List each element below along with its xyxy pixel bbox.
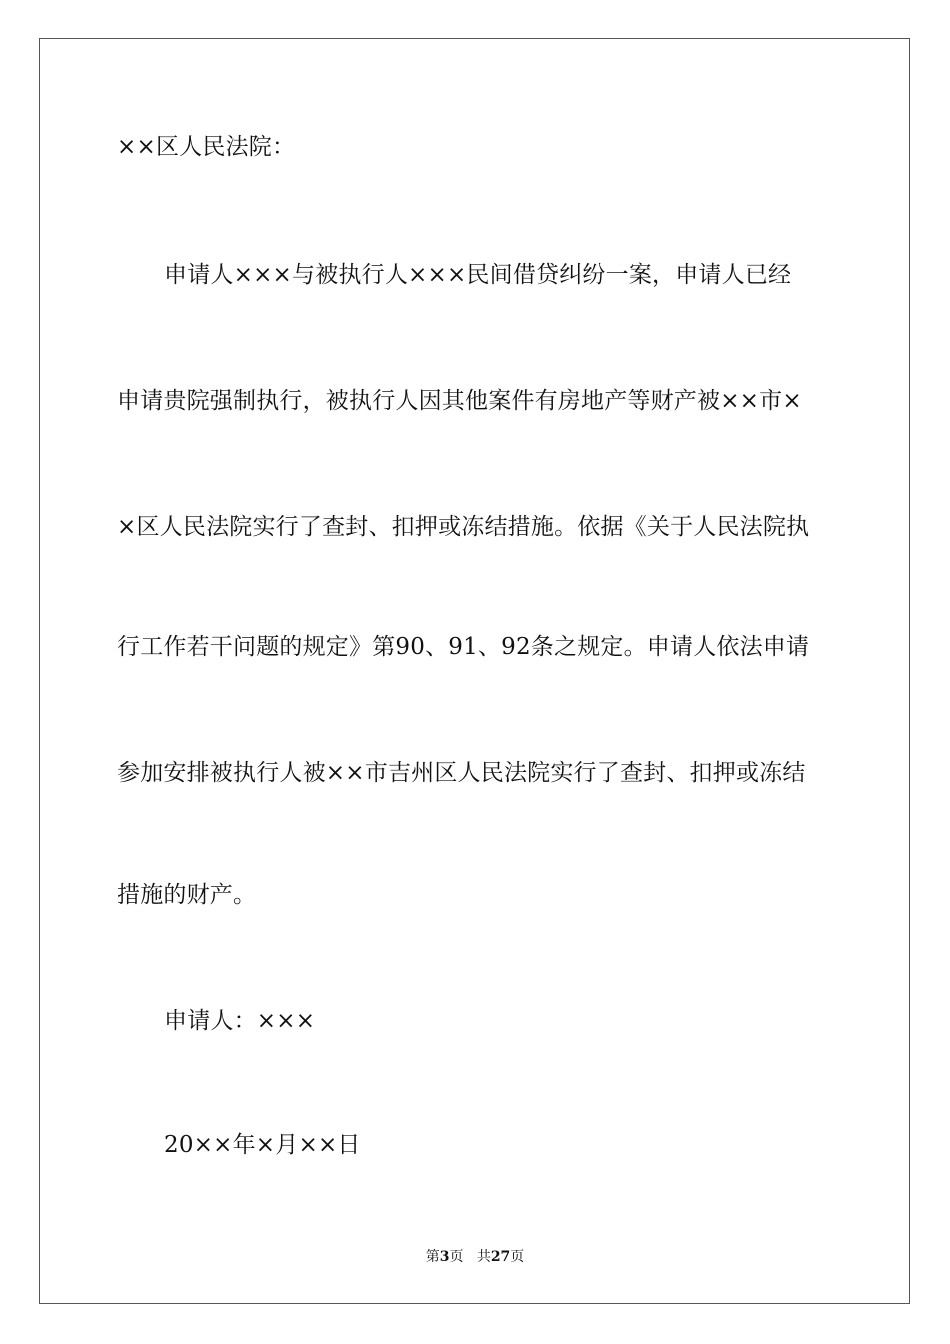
footer-total-prefix: 共 <box>476 1249 491 1265</box>
footer-page-number: 3 <box>439 1249 450 1265</box>
footer-total-suffix: 页 <box>510 1249 525 1265</box>
footer-total-pages: 27 <box>490 1249 511 1265</box>
page-footer <box>0 1247 950 1267</box>
body-line-4: 行工作若干问题的规定》第90、91、92条之规定。申请人依法申请 <box>117 634 810 660</box>
letter-date: 20××年×月××日 <box>164 1132 361 1158</box>
body-line-6: 措施的财产。 <box>117 882 257 908</box>
page-frame <box>39 38 910 1304</box>
applicant-signature: 申请人：××× <box>164 1008 316 1034</box>
footer-page-suffix: 页 <box>449 1249 464 1265</box>
body-line-5: 参加安排被执行人被××市吉州区人民法院实行了查封、扣押或冻结 <box>117 760 806 786</box>
body-line-2: 申请贵院强制执行，被执行人因其他案件有房地产等财产被××市× <box>117 388 802 414</box>
footer-page-prefix: 第 <box>425 1249 440 1265</box>
addressee: ××区人民法院： <box>117 134 296 160</box>
body-line-3: ×区人民法院实行了查封、扣押或冻结措施。依据《关于人民法院执 <box>117 514 810 540</box>
body-line-1: 申请人×××与被执行人×××民间借贷纠纷一案，申请人已经 <box>164 262 792 288</box>
